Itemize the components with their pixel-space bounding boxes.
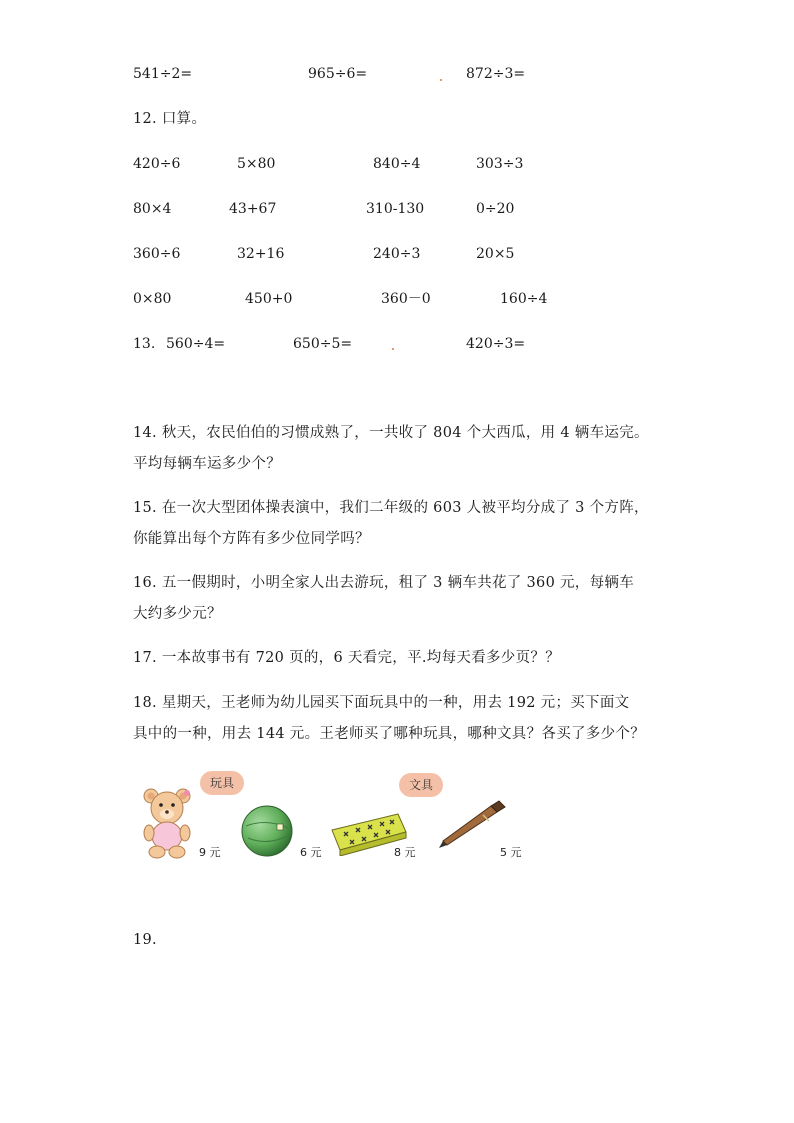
q12-item: 360÷6 — [133, 246, 181, 262]
q12-item: 0×80 — [133, 291, 172, 307]
q13-item: 650÷5= — [293, 336, 353, 352]
ball-icon — [240, 804, 294, 858]
stray-dot — [392, 348, 394, 350]
q16-line-2: 大约多少元？ — [133, 606, 222, 622]
q14-line-1: 14. 秋天，农民伯伯的习惯成熟了，一共收了 804 个大西瓜，用 4 辆车运完。 — [133, 425, 649, 441]
q12-item: 32+16 — [237, 246, 285, 262]
q12-item: 43+67 — [229, 201, 277, 217]
ball-price: 6 元 — [300, 846, 322, 859]
q12-item: 420÷6 — [133, 156, 181, 172]
q12-item: 450+0 — [245, 291, 293, 307]
pencil-case-price: 8 元 — [394, 846, 416, 859]
problem-541-div-2: 541÷2= — [133, 66, 193, 82]
q16-line-1: 16. 五一假期时，小明全家人出去游玩，租了 3 辆车共花了 360 元，每辆车 — [133, 575, 635, 591]
teddy-bear-icon — [138, 786, 196, 860]
q15-line-2: 你能算出每个方阵有多少位同学吗？ — [133, 531, 370, 547]
q13-item: 560÷4= — [166, 336, 226, 352]
pen-price: 5 元 — [500, 846, 522, 859]
q12-item: 303÷3 — [476, 156, 524, 172]
q14-line-2: 平均每辆车运多少个？ — [133, 456, 281, 472]
q18-line-1: 18. 星期天，王老师为幼儿园买下面玩具中的一种，用去 192 元；买下面文 — [133, 695, 630, 711]
q12-item: 240÷3 — [373, 246, 421, 262]
q12-item: 310-130 — [366, 201, 425, 217]
problem-965-div-6: 965÷6= — [308, 66, 368, 82]
problem-872-div-3: 872÷3= — [466, 66, 526, 82]
q19-label: 19. — [133, 932, 157, 948]
q12-item: 80×4 — [133, 201, 172, 217]
q12-item: 360－0 — [381, 291, 431, 307]
toy-tag: 玩具 — [200, 771, 244, 795]
q13-item: 420÷3= — [466, 336, 526, 352]
q18-line-2: 具中的一种，用去 144 元。王老师买了哪种玩具，哪种文具？各买了多少个？ — [133, 726, 645, 742]
q12-item: 840÷4 — [373, 156, 421, 172]
q13-label: 13. — [133, 336, 156, 352]
q12-item: 0÷20 — [476, 201, 515, 217]
stray-dot — [440, 79, 442, 81]
q17-line-1: 17. 一本故事书有 720 页的，6 天看完，平.均每天看多少页？？ — [133, 650, 561, 666]
pen-icon — [437, 800, 507, 850]
bear-price: 9 元 — [199, 846, 221, 859]
stationery-tag: 文具 — [399, 773, 443, 797]
q15-line-1: 15. 在一次大型团体操表演中，我们二年级的 603 人被平均分成了 3 个方阵， — [133, 500, 649, 516]
q12-title: 12. 口算。 — [133, 111, 207, 127]
q12-item: 5×80 — [237, 156, 276, 172]
q12-item: 20×5 — [476, 246, 515, 262]
q12-item: 160÷4 — [500, 291, 548, 307]
